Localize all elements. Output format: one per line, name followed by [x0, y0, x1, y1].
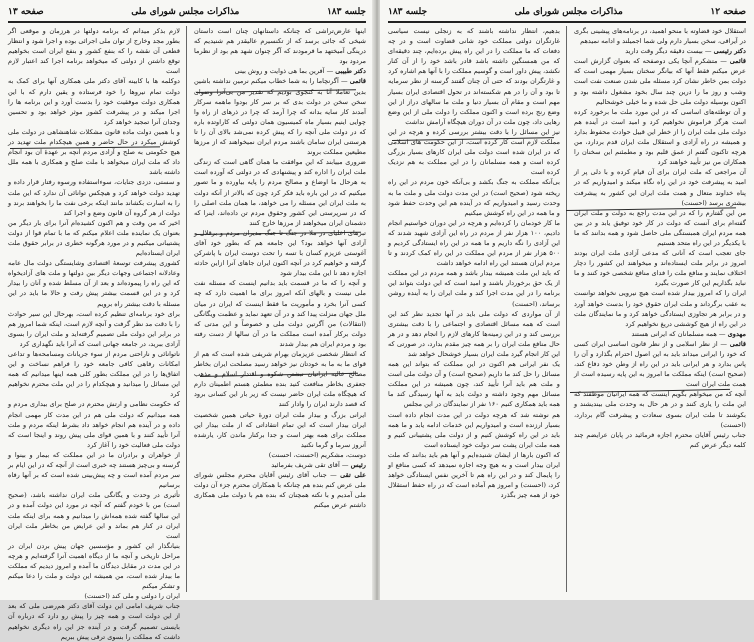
paragraph-text: استقلال خود قضاوته با منحو اهمید، در برنامه‌های پیشینی بگری در آیرافی، سخن بسیار دارم ولی شما اجمیلند و ادامه نمیدهم: [574, 27, 746, 46]
paragraph-text: من این گفتارم را که در این مدت راجع به دولت و ملت ایران گفته‌ام برای آنست که دولت در کار خود توفیق یابد و در بین همه مردم ایران همبستگی ملی حاصل شود و همه بدانند که ما با یکدیگر در این راه متحد هستیم: [574, 208, 746, 247]
speaker-name: قائمی: [349, 77, 366, 86]
paragraph-text: یک نفر ایرانی هم اکنون در این مملکت که بتواند این همه مسائل را حل کند ما داریم (صحیح است) و آن دولت ملی است و ملت هم باید آنرا تأیید کند، چون همیشه در این مملکت مسائل مهم وجود داشته و دولت باید به آنها رسیدگی کند ما همه باید همکاری کنیم ۱۶۰ نفر از نمایندگان در این مجلس: [388, 360, 560, 409]
paragraph: [388, 26, 560, 76]
paragraph-text: نیز این مسائل را با دقت بیشتر بررسی کرده و هرچه در این مملکت لازم است کار کرده است، از این حکومت های اسلامی که در ایران شده است دولت ملی ایران کارهای بسیار بزرگی کرده است و همه مسلمانان را در این مملکت به هم نزدیک کرده است: [388, 127, 560, 177]
paragraph: [388, 76, 560, 126]
paragraph-text: آفرین بما هی ذوایت و روش بینی: [234, 67, 325, 76]
paragraph: مهدوی — همه مسلمانان که ایرانی هستند: [631, 329, 746, 338]
paragraph-text: بدهیم، انتظار نداشته باشند که به زنجلی نیست سیاسی غارتگران دولتی مملکت خود شانی قضاوت است و در چه دفعات که ما مملکت را در این راه پیش برده‌ایم، چند دقیقه‌ای که من همسنگین داشته باشد قادر باشد خود را از آن کنار نکشد، پیش داور است و گوسیم مملکت را با آنها هم اشاره کرد: [388, 27, 560, 76]
paragraph: [388, 177, 560, 217]
header-rule: [8, 21, 366, 23]
speaker-name: علی تقی: [340, 471, 366, 480]
paragraph: رئیس — آقای تقی شریف بفرمائید: [271, 461, 366, 470]
paragraph-text: متشکرم آنچا یکی دوصفحه که بعنوان گزارش است عرض میکنم فقط آنها که بیانگر سخنان بسیار مهمی است که دولت بمن خاطر نشان کرد مسئله ملی شدن صنعت نفت است وشب و روز ما را درین چند سال بخود مشغول داشته بود و اکنون بوسیله دولت ملی حل شده و ما خیلی خوشحالیم: [574, 57, 746, 106]
paragraph: قائمی — از نظر اسلامی و از نظر قانون اساسی ایران کسی که خود را ایرانی میداند باید به این اصول احترام بگذارد و آن را پاس بدارد و هر ایرانی باید در این راه از وطن خود دفاع کند، (صحیح است) اینکه مملکت ما امروز به این پایه رسیده است از همت ملت ایران است: [574, 339, 746, 389]
paragraph: [574, 430, 746, 450]
left-page-column-right: [194, 26, 366, 594]
paragraph-text: کشوری پیشرفت توسعهٔ اقتصادی وشایستگی دولت مال عامه وعادلانه اجتماعی وجهات دیگر بین دولتها و ملت های آزادیخواه که این راه را پیموده‌اند و بعد از آن مسلط شده و آنان را بیدار کرد و در این قسمت بیشتر پیش رفت و حالا ما باید در این مسئله با دقت بیشتر راه برویم: [8, 259, 180, 308]
paragraph: [8, 26, 180, 76]
paragraph: [574, 26, 746, 46]
paragraph-text: از خواهران و برادران ما در این مملکت که بیمار و بینوا و گرسنه و بی‌چیز هستند چه خبری است از آنچه که در این ایام بر سر مردم آمده است و چه پیش‌بینی شده است که بر آنها رفاه برسانیم: [8, 450, 180, 490]
left-page-column-left: [8, 26, 180, 641]
left-page-header: [8, 4, 366, 20]
paragraph-text: تأثیری در وحدت و یگانگی ملت ایران نداشته باشد، (صحیح است) من با خودم گفتم که آنچه در مورد این دولت آمده و در این سالها گفته شده همه‌اش را میدانیم و همه برای اینکه ملت ایران در کنار هم بماند و این عرایض من بخاطر ملت ایران است: [8, 491, 180, 540]
paragraph-text: و آنچه را که ما در قسمت باید بدانیم اینست که مسئله نفت ملی نیست و بالهای آنکه امروز برای ما اهمیت دارد که چه کسی آنرا بخرد و مأموریت ما فقط اینست که ایران در میان ملل جهان منزلت پیدا کند و در آن تعهد نماید و عظمت ویگانگی (انتقالات) من آگرتین دولت ملی و خصوصاً و این مدتی که دولت برکار آمده است مملکت ما در آن سالها از دست رفته بود و مردم ایران هم بیدار شدند: [194, 279, 366, 348]
right-page-header: [388, 4, 746, 20]
paragraph: دکتر رئیسی — بیست دقیقه دیگر وقت دارید: [625, 47, 746, 56]
paragraph-text: و غارتگران بودند که حتی آن چنان گفتند گرسنه از نظر سرمایه تا بود و آن را در هم شکسته‌اند در تحول اقتصادی ایران بسیار مهم است و مقام آن بسیار دنیا و ملت ما سالهای دراز از این وضع رنج برده است و اکنون مملکت را دولت ملی از این وضع رهایی داد، چون ملت در آن دوران هیچگاه آرامش نداشت: [388, 77, 560, 126]
paragraph: [194, 157, 366, 228]
paragraph-text: همه مسلمانان که ایرانی هستند: [631, 329, 717, 338]
paragraph: [574, 167, 746, 207]
speaker-name: قائمی: [729, 57, 746, 66]
paragraph: [8, 76, 180, 126]
paragraph: [194, 410, 366, 450]
paragraph: [8, 177, 180, 217]
paragraph-text: برای خود برنامه‌ای تنظیم کرده است، بهرحال این سیر حوادث را با دقت مد نظر گرفت و آنچه لازم است، اینکه شما امروز هم در برابر این دولت ملی تصمیم گرفته‌اید و ملت ایران را بسوی آزادی ببرید، در جامعه جهانی است که آنرا باید نگهداری کرد: [8, 309, 180, 348]
paragraph: [8, 399, 180, 449]
page-number: صفحه ۱۲: [710, 7, 746, 17]
speaker-name: مهدوی: [727, 329, 746, 338]
right-page: [380, 0, 754, 600]
paragraph: [388, 127, 560, 177]
journal-title: مذاکرات مجلس شورای ملی: [514, 7, 623, 17]
right-page-column-left: [388, 26, 560, 594]
paragraph: [8, 541, 180, 591]
paragraph: [194, 349, 366, 410]
paragraph-text: که اکنون بارها از ایشان شنیده‌ایم و آنها هم باید بدانند که ملت ایران بیدار است و به هیچ وجه اجازه نمیدهد که کسی منافع او را پایمال کند و در این راه هم تا آخرین نفس ایستادگی خواهد کرد، (احسنت) و امروز هم آماده است که در راه حفظ استقلال خود از همه چیز بگذرد: [388, 450, 560, 500]
speaker-name: دکتر رئیسی: [713, 47, 746, 56]
paragraph: [8, 591, 180, 601]
paragraph: [388, 359, 560, 409]
paragraph-text: بنیانگذار این کشور و مؤسسین جهان پیش بردن ایران در مراحل تاریخی و آنچه ما از دیگاه اهمیت آنرا گرفته‌ایم و هرچه در این مدت در مقابل دیدگان ما آمده و امروز دیدیم که مملکت ما بیدار شده است، من همیشه این دولت و ملت را دعا میکنم و تشکر میکنم: [8, 541, 180, 591]
column-divider: [566, 26, 567, 592]
speaker-name: قائمی: [729, 339, 746, 348]
paragraph-text: جناب آقای رئیس آقایان محترم مجلس شورای ملی عرض کنم بنده هم چنانکه با همکاران محترم جزء آن دولت ملی آمدیم و با نکته همچنان که بنده هم با دولت ملی همکاری داشتم عرض میکنم: [194, 471, 366, 510]
paragraph-text: ایران را دولتی و ملی کند (احسنت): [84, 592, 180, 601]
paragraph: [8, 349, 180, 399]
column-divider: [186, 26, 187, 592]
paragraph-text: اینها عارض‌تراشی که چنانکه داستانهان چنان است داستان شیخی که جائی برسد که از تکنسیرم عالیقدر هم شنیدیم که درینگی آمیختهد ما فرمودند که آگر چنوان شهد هم بود از نظرما مردود بود: [194, 27, 366, 66]
header-rule: [388, 21, 746, 23]
paragraph-text: ایرانی بزرگ و بیدار ملت ایران دورهٔ حیاتی همین شخصیت ایران بیدار است که این تمام انتقاداتی که از ملت بیدار این مملکت برای همه بهتر است و جدا برکنار ماندن کار، یارشده آنروز سرما و گرما نکنید: [194, 410, 366, 449]
paragraph: قائمی — متشکرم آنچا یکی دوصفحه که بعنوان گزارش است عرض میکنم فقط آنها که بیانگر سخنان بسیار مهمی است که دولت بمن خاطر نشان کرد مسئله ملی شدن صنعت نفت است وشب و روز ما را درین چند سال بخود مشغول داشته بود و اکنون بوسیله دولت ملی حل شده و ما خیلی خوشحالیم: [574, 57, 746, 106]
paragraph: [8, 218, 180, 258]
paragraph: [194, 278, 366, 349]
paragraph: [388, 450, 560, 500]
paragraph-text: و با همین دولت ماده قانون مشکلات شاهنشاهی در دولت ملی کوشش میکرد در حال حاضر و همین هیچکدام ملت تهدید در هیچ حکومتی به صلح و آزادی مردم آنچه بر عهدهٔ آن بود انجام داد که ملت ایران میخواهد با ملت صلح و همکاری با همه ملل داشته باشد: [8, 127, 180, 177]
paragraph: [194, 228, 366, 278]
paragraph: [574, 208, 746, 248]
paragraph-text: تبرهای اعلیای در ملا در جنگ تا جنگ مدیران مردم و برقلال و آزادی آنها خواهد بود؟ این جامعه هم که بطور خود آفای آغوستی عزیزم کسان با تسه را تحت دوست ایران با پاشرکن گرفته و خواهیم کرد در آنچه اکنون ایران جاهای آنرا ازاین حادثه اجازه دهد نا این ملت بیدار شود: [194, 228, 366, 278]
paragraph-text: ایران را که امروز بیدار شده است هیچ نیرویی نخواهد توانست به عقب برگرداند و ملت ایران حقوق خود را بدست خواهد آورد و در برابر هر تجاوزی ایستادگی خواهد کرد و ما نمایندگان ملت در این راه از هیچ کوششی دریغ نخواهیم کرد: [574, 289, 746, 328]
paragraph: [388, 410, 560, 450]
paragraph-text: دوست، مشکریم (احسنت، احسنت): [268, 450, 366, 459]
paragraph-text: از آن مواردی که دولت ملی باید در آنها تجدید نظر کند این است که همه مسائل اقتصادی و اجتماعی را با دقت بیشتری بررسی کند و در این زمینه‌ها کارهای لازم را انجام دهد و در هر حال منافع ملت ایران را بر همه چیز مقدم بدارد، در صورتی که این کار انجام گیرد ملت ایران بسیار خوشحال خواهد شد: [388, 309, 560, 358]
speaker-name: رئیس: [350, 461, 366, 470]
session-label: جلسه ۱۸۳: [388, 7, 428, 17]
paragraph-text: اخیر که من وقت و هم اکنون کشیده‌ام آنرا برای بار دیگر من بعنوان یک نماینده ملت اعلام میکنم که ما با تمام قوا از دولت پشتیبانی میکنیم و در مورد هرگونه خطری در برابر حقوق ملت ایران ایستاده‌ایم: [8, 218, 180, 258]
paragraph: [388, 268, 560, 308]
paragraph: [574, 248, 746, 288]
paragraph-text: و سستی، دزدی جنایات، سوءاستفاده ورسوه رفتار قرار داده و تهدید دولت خواهد کرد و هیچکس توانائی آن ندارد که این ملت را به اسارت بکشاند مانند اینکه برخی نفت ما را بخواهند برند و دولت از هر گروه آن قانون وضع و اجرا کند: [8, 178, 180, 217]
paragraph-text: آگرنچاما را به شما خطاب میکنم نرمین نداشته باشین بدین تعاملا آنا به کنجوی بودیم که تقدیر من بی‌آنرا وضوان سخن سخن در دولت بدی که بر سر کار بودوا ماهمه سرکار آمدند کار سایه بدانه که چرا آرمد که چرا در ذرهای از راه وا چوایی اینیم بسیار ماه کمیسیون همان دولتی که کاراوتده باره که در دولت ملی آنچه را که پیش کرده نمی‌شد بالای آن را تا هرستنی ایران سامان باشند مردم ایران نمیخواهند که از مرزها مطیعین مملکت بروند: [194, 77, 366, 157]
paragraph: [194, 450, 366, 460]
paragraph: [8, 450, 180, 490]
journal-title: مذاکرات مجلس شورای ملی: [131, 7, 240, 17]
paragraph-text: هم نوشته شد که هرچه دولت در این مدت انجام داده است بسیار ارزنده است و امیدواریم این خدمات ادامه یابد و ما همه باید در این راه کوشش کنیم و از دولت ملی پشتیبانی کنیم و همه ملت ایران پشت سر دولت خود ایستاده است: [388, 410, 560, 449]
paragraph-text: لازم بذکر میدانم که برنامه دولتها در هرزمان و موقعی اگر بطور مجد وخارج از توان ملی اجرائی بوده و اجرا شود و انتظار قطعی آن نقشه را که بنفع کشور و بنفع ایران است بخواهیم توقع داشتن از دولتی که میخواهد برنامه اجرا کند اعتبار لازم است: [8, 27, 180, 76]
paragraph-text: ما کار خودمان را کرده‌ایم و هرچه در این دوران خواستیم انجام دادیم، ۱۰۰ هزار نفر از مردم در راه این آزادی شهید شدند که این آزادی را نگه داریم و ما همه در این راه ایستادگی کردیم و ۵۰۰ هزار نفر از مردم این مملکت در این راه کمک کردند و تا مردم ایران هستند این راه ادامه خواهد داشت: [388, 218, 560, 268]
speaker-name: دکتر طبیبی: [335, 67, 366, 76]
paragraph-text: جناب رئیس آقایان محترم اجازه فرمائید در پایان عرایضم چند کلمه دیگر عرض کنم: [574, 430, 746, 449]
paragraph: قائمی — آگرنچاما را به شما خطاب میکنم نرمین نداشته باشین بدین تعاملا آنا به کنجوی بودیم که تقدیر من بی‌آنرا وضوان سخن سخن در دولت بدی که بر سر کار بودوا ماهمه سرکار آمدند کار سایه بدانه که چرا آرمد که چرا در ذرهای از راه وا چوایی اینیم بسیار ماه کمیسیون همان دولتی که کاراوتده باره که در دولت ملی آنچه را که پیش کرده نمی‌شد بالای آن را تا هرستنی ایران سامان باشند مردم ایران نمیخواهند که از مرزها مطیعین مملکت بروند: [194, 77, 366, 157]
paragraph-text: که انتظار شخصی عزیزمان بهرام شریفی شده است که هم از قوای ما به ما به خودتان نیز خواهد رسید مصلحت ایران بخاطر مصالح عالیه ایرانیان نبشتن شکوه و اقتدار اسلام و مذهب جعفری بخاطر منافعت کنید بنده مطمئن هستم اطمینان دارم که هیچگاه ملت ایران حاضر نیست که زیر بار این کسانی برود که قصد دارند ایران را وادار کنند: [194, 350, 366, 409]
paragraph: [388, 309, 560, 359]
paragraph-text: آن مراجعی که ملت ایران برای آن قیام کرده و با دلی پر از امید به پیشرفت خود در این راه نگاه میکند و امیدواریم که در پناه خداوند متعال و همت ملت ایران این کشور به پیشرفت بیشتری برسد (احسنت): [574, 168, 746, 207]
paragraph: [574, 389, 746, 429]
paragraph: [8, 601, 180, 641]
paragraph: [8, 309, 180, 349]
session-label: جلسه ۱۸۳: [326, 7, 366, 17]
paragraph: [574, 288, 746, 328]
paragraph-text: دوکلمه ها با کابینه آقای دکتر ملی همکاری آنها برای کمک به دولت تمام نیروها را خود فرستاده و یقین دارم که با این همکاری دولت موفقیت خود را بدست آورد و این برنامه ها را اجرا میکند و در پیشرفت کشور موثر خواهد بود و تحسین وجدان آنرا تمجید خواهد کرد: [8, 77, 180, 126]
paragraph-text: آقای تقی شریف بفرمائید: [271, 461, 340, 470]
paragraph: علی تقی — جناب آقای رئیس آقایان محترم مجلس شورای ملی عرض کنم بنده هم چنانکه با همکاران محترم جزء آن دولت ملی آمدیم و با نکته همچنان که بنده هم با دولت ملی همکاری داشتم عرض میکنم: [194, 471, 366, 510]
paragraph-text: ضروری مییابند که این موافقت ما همان گاهی است که زندگی ملت ایران را اداره کند و پیشنهادی که در دولتی که آورده است به هرحال ما اوضاع و مصالح مردم را پایه بیاورده و ما تصور میکنیم که در این باره باید فکر کرد چون که بالاتر از آنکه دولت به ملت ایران این مسئله را می خواهد، ما همان ملت اصلی را که در سرپرستی این کشور وحقوق مردم تن داده‌اند، اینرا که دشمنان ایران میخواهند از مرزها خارج کنند: [194, 158, 366, 227]
paragraph: [194, 26, 366, 66]
paragraph-text: جای تعجب است که آنانی که مدعی آزادی ملت ایران بودند امروز در برابر ملت ایستاده‌اند و میخواهند این کشور را دچار اختلاف نمایند و منافع ملت را فدای منافع شخصی خود کنند و ما نباید بگذاریم این کار صورت بگیرد: [574, 249, 746, 288]
paragraph-text: که باید این ملت همیشه بیدار باشد و همه مردم در این مملکت از یک حق برخوردار باشند و امید است که این دولت بتواند این برنامه را در این مدت اجرا کند و ملت ایران را به آینده روشن برساند، (احسنت): [388, 269, 560, 308]
paragraph-text: و آن توطئه‌های اساسی که در این مورد ملت ما برخورد کرده است هرگز فراموش نخواهیم کرد و امید است در آینده هم دولت ملی ملت ایران را از خطر این قبیل حوادث محفوظ بدارد و همیشه در راه آزادی و استقلال ملت ایران قدم بردارد، من هرچه تاکنون گفتم از عمق قلبم بود و مطمئنم این سخنان را همکاران من نیز تأیید خواهند کرد: [574, 107, 746, 167]
paragraph-text: بی‌آنکه مملکت به جنگ بکشد و بی‌آنکه خون مردم در این راه ریخته شود (صحیح است) در این مدت دولت ملی و ملت ما به وحدت رسید و امیدواریم که در آینده هم این وحدت حفظ شود و ما همه در این راه کوشش میکنیم: [388, 178, 560, 217]
paragraph: دکتر طبیبی — آفرین بما هی ذوایت و روش بینی: [234, 67, 366, 76]
page-number: صفحه ۱۳: [8, 7, 44, 17]
paragraph: [8, 490, 180, 540]
paragraph-text: ناتوانائی و ناراحتی مردم از سوء جریانات ومسامحه‌ها و تداعی امکانات رفاهی کافی جامعه خود را فراهم نساخت و این اتفاق‌ها را در این مملکت بطور کلی همه اینها میدانیم که همه این مسائل را میدانید و هیچکدام را در این ملت محترم نخواهیم کرد: [8, 350, 180, 399]
right-page-column-right: [574, 26, 746, 594]
paragraph: [8, 127, 180, 177]
paragraph-text: از نظر اسلامی و از نظر قانون اساسی ایران کسی که خود را ایرانی میداند باید به این اصول احترام بگذارد و آن را پاس بدارد و هر ایرانی باید در این راه از وطن خود دفاع کند، (صحیح است) اینکه مملکت ما امروز به این پایه رسیده است از همت ملت ایران است: [574, 339, 746, 389]
paragraph-text: بیست دقیقه دیگر وقت دارید: [625, 47, 703, 56]
paragraph-text: که حکومت نظامی و ارتش محترم در صلح برای بیداری مردم و همه میدانیم که دولت ملی هم در این مدت کار مهمی انجام داده و در آینده هم انجام خواهد داد بشرط اینکه مردم و ملت آنرا تأیید کنند و با همین قوای ملی پیش روند و اینجا است که دولت ملی فعالیت خود را آغاز کرد: [8, 400, 180, 449]
paragraph-text: آنچه که من میخواهم بگویم اینست که همه ایرانیان موظفند که این ملت را یاری کنند و در هر حال به وحدت ملی بیندیشند و بکوشند تا ملت ایران بسوی سعادت و پیشرفت گام بردارد، (احسنت): [574, 390, 746, 429]
paragraph: [574, 107, 746, 168]
paragraph-text: جناب شریف امامی این دولت آقای دکتر هم‌رضی ملی که بعد از این دولت است و همه چیز را پیش رو دارد که درباره آن بایستی تصمیم گرفت و در آینده جز این راه دیگری نخواهیم داشت که مملکت را بسوی ترقی پیش ببریم: [8, 602, 180, 641]
paragraph: [388, 218, 560, 268]
paragraph: [8, 258, 180, 308]
